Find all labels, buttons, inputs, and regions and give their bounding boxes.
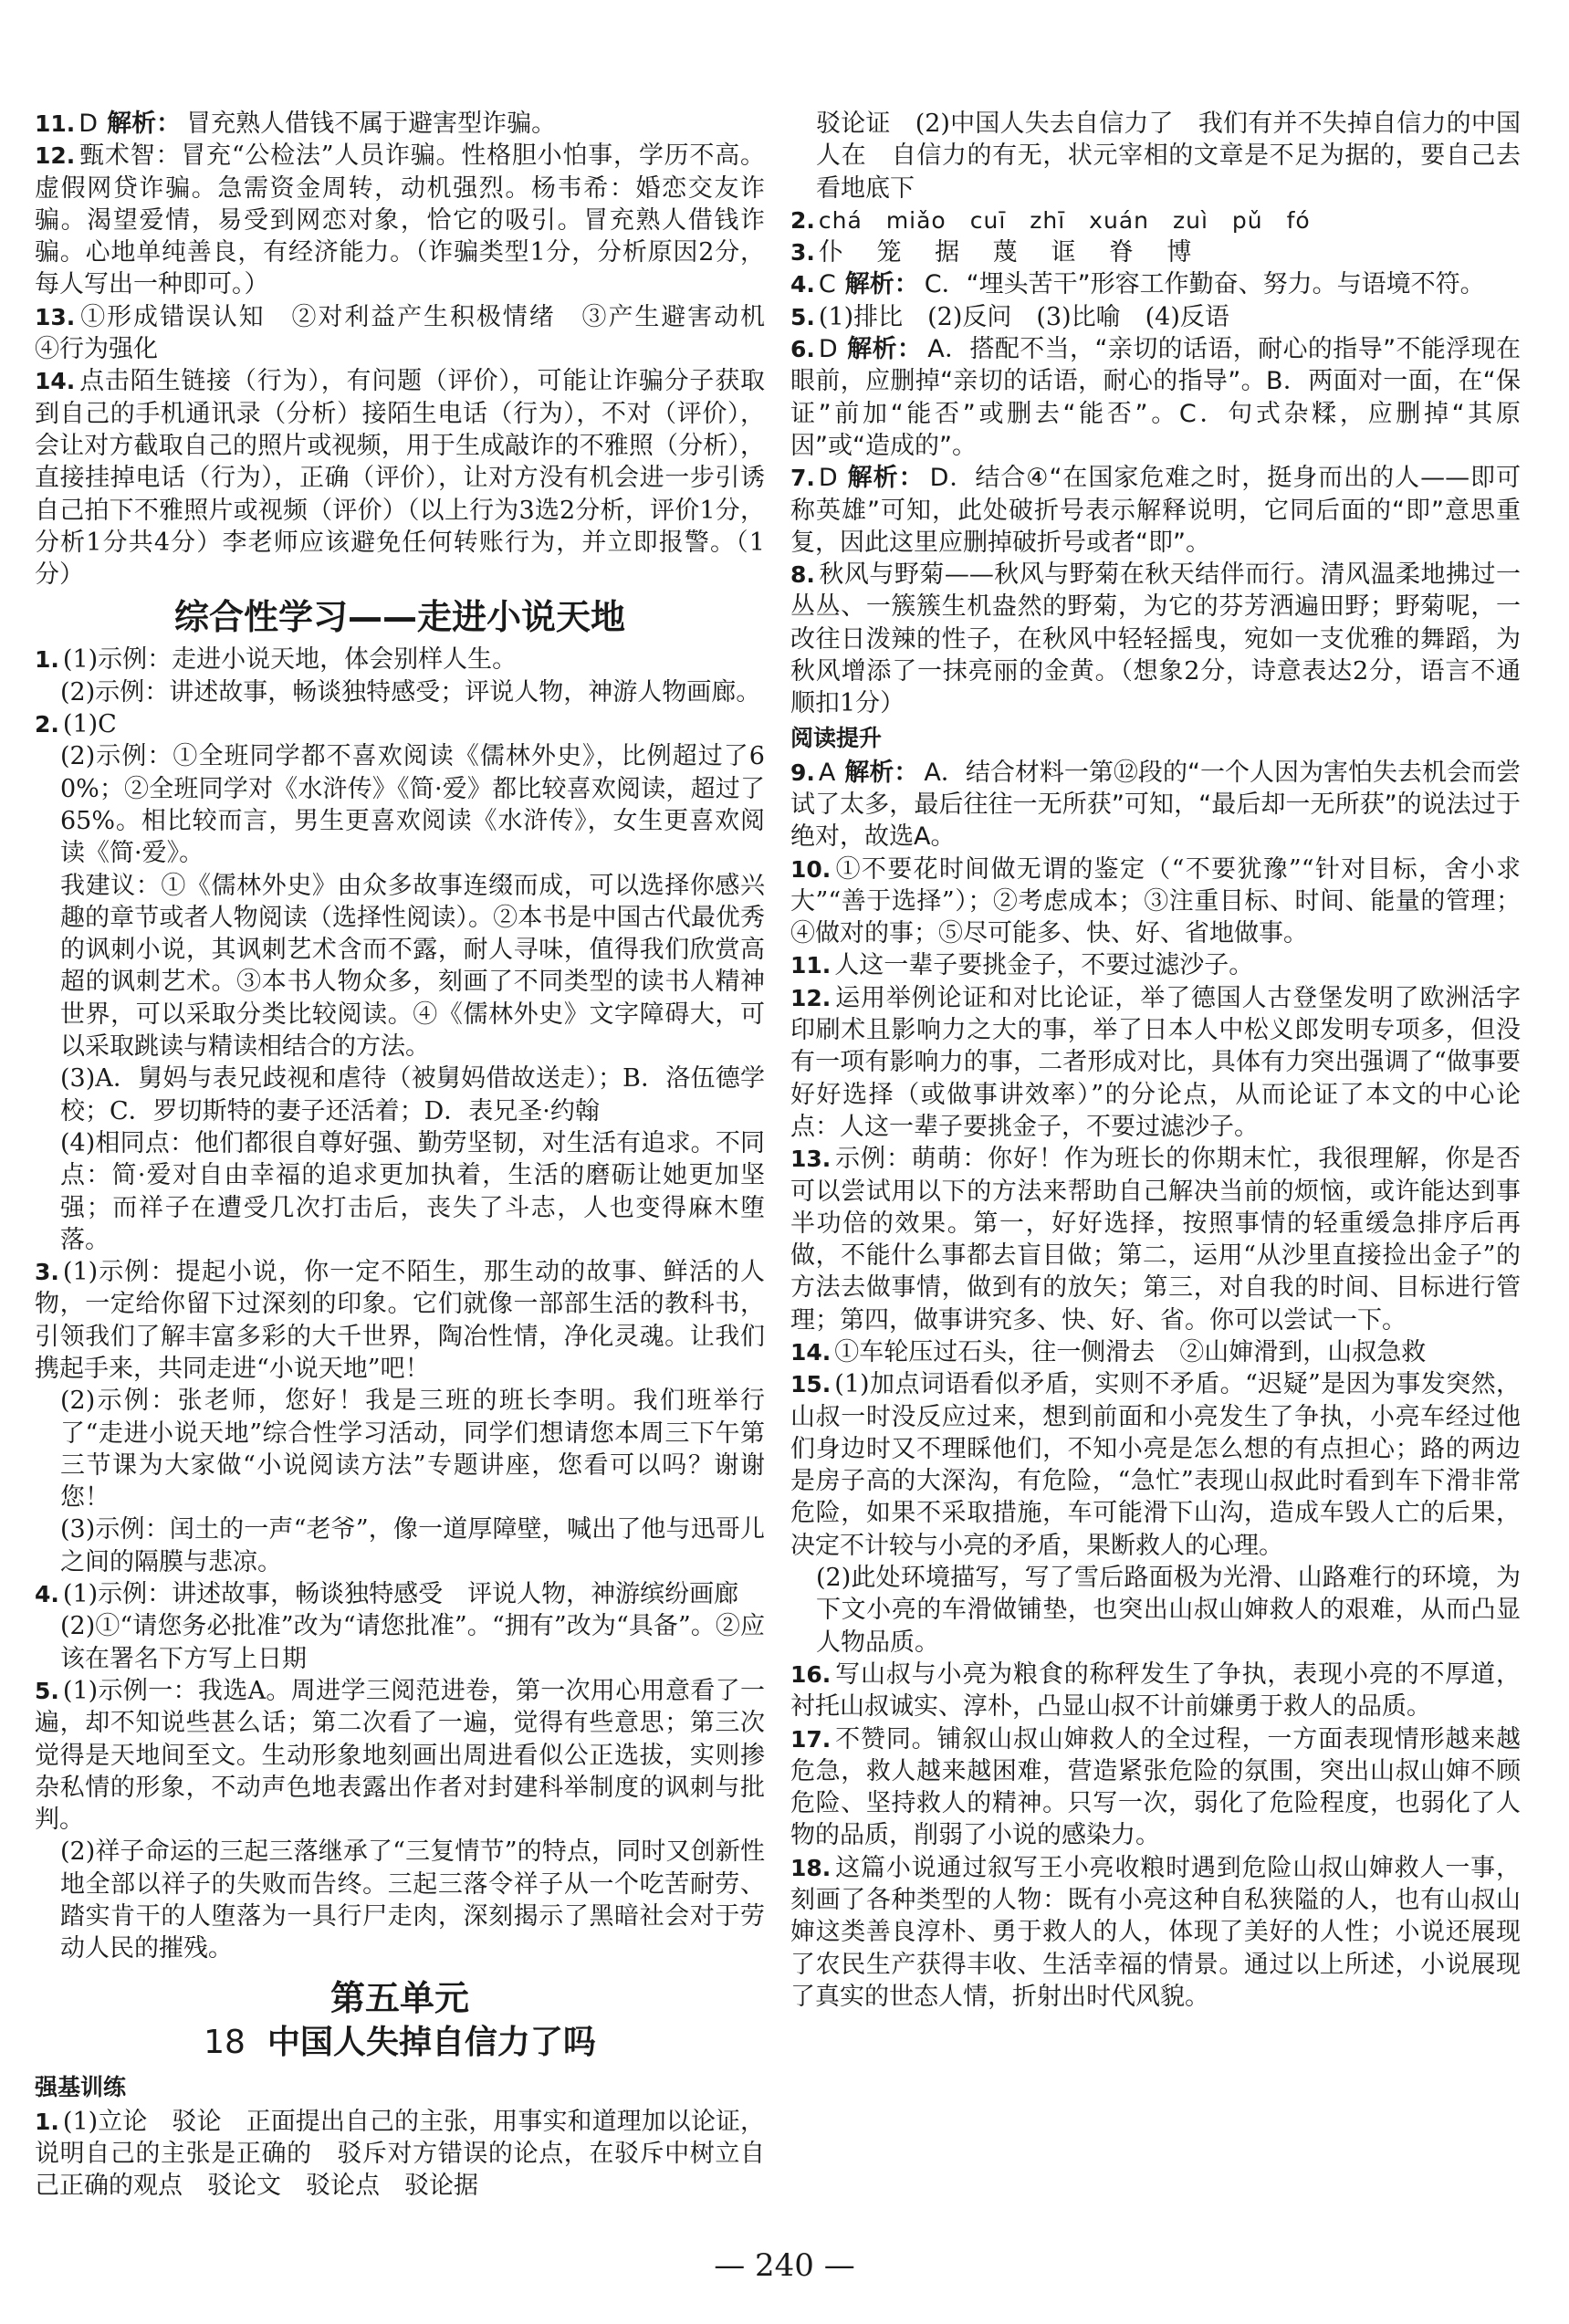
lesson-answer-17: 17. 不赞同。铺叙山叔山婶救人的全过程，一方面表现情形越来越危急，救人越来越困难，营造紧张危险的氛围，突出山叔山婶不顾危险、坚持救人的精神。只写一次，弱化了危险程度，也弱化了人物的品质，削弱了小说的感染力。	[790, 1724, 1521, 1850]
activity-5a: 5. (1)示例一：我选A。周进学三阅范进卷，第一次用心用意看了一遍，却不知说些甚么话；第二次看了一遍，觉得有些意思；第三次觉得是天地间至文。生动形象地刻画出周进看似公正选拔，实则掺杂私情的形象，不动声色地表露出作者对封建科举制度的讽刺与批判。	[35, 1676, 765, 1835]
lesson-answer-1: 1. (1)立论 驳论 正面提出自己的主张，用事实和道理加以论证，说明自己的主张是正确的 驳斥对方错误的论点，在驳斥中树立自己正确的观点 驳论文 驳论点 驳论据	[35, 2107, 765, 2201]
lesson-answer-13: 13. 示例：萌萌：你好！作为班长的你期末忙，我很理解，你是否可以尝试用以下的方法来帮助自己解决当前的烦恼，或许能达到事半功倍的效果。第一，好好选择，按照事情的轻重缓急排序后再做，不能什么事都去盲目做；第二，运用“从沙里直接捡出金子”的方法去做事情，做到有的放矢；第三，对自我的时间、目标进行管理；第四，做事讲究多、快、好、省。你可以尝试一下。	[790, 1145, 1521, 1335]
left-column	[35, 108, 790, 2203]
lesson-answer-15a: 15. (1)加点词语看似矛盾，实则不矛盾。“迟疑”是因为事发突然，山叔一时没反应过来，想到前面和小亮发生了争执，小亮车经过他们身边时又不理睬他们，不知小亮是怎么想的有点担心；路的两边是房子高的大深沟，有危险，“急忙”表现山叔此时看到车下滑非常危险，如果不采取措施，车可能滑下山沟，造成车毁人亡的后果，决定不计较与小亮的矛盾，果断救人的心理。	[790, 1370, 1521, 1560]
subsection-title-reading: 阅读提升	[790, 724, 883, 751]
lesson-answer-6: 6. D 解析： A．搭配不当，“亲切的话语，耐心的指导”不能浮现在眼前，应删掉“亲切的话语，耐心的指导”。B．两面对一面，在“保证”前加“能否”或删去“能否”。C．句式杂糅，应删掉“其原因”或“造成的”。	[790, 335, 1522, 460]
activity-4b: (2)①“请您务必批准”改为“请您批准”。“拥有”改为“具备”。②应该在署名下方写上日期	[60, 1612, 765, 1673]
activity-1a: 1. (1)示例：走进小说天地，体会别样人生。	[35, 645, 518, 675]
lesson-answer-7: 7. D 解析： D．结合④“在国家危难之时，挺身而出的人——即可称英雄”可知，此处破折号表示解释说明，它同后面的“即”意思重复，因此这里应删掉破折号或者“即”。	[790, 464, 1522, 557]
answer-13: 13. ①形成错误认知 ②对利益产生积极情绪 ③产生避害动机 ④行为强化	[35, 302, 790, 364]
activity-2a: 2. (1)C	[35, 710, 117, 739]
lesson-answer-15b: (2)此处环境描写，写了雪后路面极为光滑、山路难行的环境，为下文小亮的车滑做铺垫，也突出山叔山婶救人的艰难，从而凸显人物品质。	[816, 1564, 1521, 1657]
page-number: — 240 —	[714, 2247, 855, 2284]
answer-12: 12. 甄术智：冒充“公检法”人员诈骗。性格胆小怕事，学历不高。虚假网贷诈骗。急需资金周转，动机强烈。杨韦希：婚恋交友诈骗。渴望爱情，易受到网恋对象，恰它的吸引。冒充熟人借钱诈骗。心地单纯善良，有经济能力。（诈骗类型1分，分析原因2分，每人写出一种即可。）	[35, 141, 765, 299]
activity-1b: (2)示例：讲述故事，畅谈独特感受；评说人物，神游人物画廊。	[60, 677, 761, 707]
lesson-answer-12: 12. 运用举例论证和对比论证，举了德国人古登堡发明了欧洲活字印刷术且影响力之大的事，举了日本人中松义郎发明专项多，但没有一项有影响力的事，二者形成对比，具体有力突出强调了“做事要好好选择（或做事讲效率）”的分论点，从而论证了本文的中心论点：人这一辈子要挑金子，不要过滤沙子。	[790, 983, 1521, 1141]
answer-11: 11. D 解析： 冒充熟人借钱不属于避害型诈骗。	[35, 110, 557, 138]
lesson-answer-3: 3. 仆 笼 据 蔑 诓 脊 博	[790, 238, 1205, 267]
unit-title: 第五单元	[329, 1977, 469, 2018]
lesson-answer-10: 10. ①不要花时间做无谓的鉴定（“不要犹豫”“针对目标，舍小求大”“善于选择”）；②考虑成本；③注重目标、时间、能量的管理；④做对的事；⑤尽可能多、快、好、省地做事。	[790, 854, 1521, 948]
activity-3b: (2)示例：张老师，您好！我是三班的班长李明。我们班举行了“走进小说天地”综合性学习活动，同学们想请您本周三下午第三节课为大家做“小说阅读方法”专题讲座，您看可以吗？谢谢您！	[60, 1387, 765, 1513]
lesson-answer-18: 18. 这篇小说通过叙写王小亮收粮时遇到危险山叔山婶救人一事，刻画了各种类型的人物：既有小亮这种自私狭隘的人，也有山叔山婶这类善良淳朴、勇于救人的人，体现了美好的人性；小说还展现了农民生产获得丰收、生活幸福的情景。通过以上所述，小说展现了真实的世态人情，折射出时代风貌。	[790, 1853, 1521, 2011]
lesson-answer-1-cont: 驳论证 (2)中国人失去自信力了 我们有并不失掉自信力的中国人在 自信力的有无，状元宰相的文章是不足为据的，要自己去看地底下	[816, 110, 1521, 203]
section-title: 综合性学习——走进小说天地	[173, 597, 625, 638]
lesson-answer-4: 4. C 解析： C．“埋头苦干”形容工作勤奋、努力。与语境不符。	[790, 270, 1485, 299]
subsection-title: 强基训练	[35, 2073, 127, 2100]
right-column	[790, 108, 1521, 2013]
activity-2e: (4)相同点：他们都很自尊好强、勤劳坚韧，对生活有追求。不同点：简·爱对自由幸福的追求更加执着，生活的磨砺让她更加坚强；而祥子在遭受几次打击后，丧失了斗志，人也变得麻木堕落。	[60, 1128, 765, 1254]
lesson-name: 中国人失掉自信力了吗	[267, 2023, 596, 2061]
lesson-answer-5: 5. (1)排比 (2)反问 (3)比喻 (4)反语	[790, 302, 1229, 331]
lesson-answer-2: 2. chá miǎo cuī zhī xuán zuì pǔ fó	[790, 206, 1311, 234]
lesson-answer-8: 8. 秋风与野菊——秋风与野菊在秋天结伴而行。清风温柔地拂过一丛丛、一簇簇生机盎然的野菊，为它的芬芳洒遍田野；野菊呢，一改往日泼辣的性子，在秋风中轻轻摇曳，宛如一支优雅的舞蹈，为秋风增添了一抹亮丽的金黄。（想象2分，诗意表达2分，语言不通顺扣1分）	[790, 560, 1521, 718]
activity-5b: (2)祥子命运的三起三落继承了“三复情节”的特点，同时又创新性地全部以祥子的失败而告终。三起三落令祥子从一个吃苦耐劳、踏实肯干的人堕落为一具行尸走肉，深刻揭示了黑暗社会对于劳动人民的摧残。	[60, 1837, 765, 1963]
lesson-answer-9: 9. A 解析： A．结合材料一第⑫段的“一个人因为害怕失去机会而尝试了太多，最后往往一无所获”可知，“最后却一无所获”的说法过于绝对，故选A。	[790, 758, 1521, 852]
lesson-number: 18	[204, 2023, 246, 2061]
activity-3c: (3)示例：闰土的一声“老爷”，像一道厚障壁，喊出了他与迅哥儿之间的隔膜与悲凉。	[60, 1515, 765, 1576]
activity-2b: (2)示例：①全班同学都不喜欢阅读《儒林外史》，比例超过了60%；②全班同学对《水浒传》《简·爱》都比较喜欢阅读，超过了65%。相比较而言，男生更喜欢阅读《水浒传》，女生更喜欢阅读《简·爱》。	[60, 742, 765, 868]
answer-14: 14. 点击陌生链接（行为），有问题（评价），可能让诈骗分子获取到自己的手机通讯录（分析）接陌生电话（行为），不对（评价），会让对方截取自己的照片或视频，用于生成敲诈的不雅照（分析），直接挂掉电话（行为），正确（评价），让对方没有机会进一步引诱自己拍下不雅照片或视频（评价）（以上行为3选2分析，评价1分，分析1分共4分）李老师应该避免任何转账行为，并立即报警。（1分）	[35, 367, 765, 590]
lesson-answer-14: 14. ①车轮压过石头，往一侧滑去 ②山婶滑到，山叔急救	[790, 1337, 1427, 1366]
activity-4a: 4. (1)示例：讲述故事，畅谈独特感受 评说人物，神游缤纷画廊	[35, 1580, 739, 1609]
lesson-title	[35, 2020, 765, 2066]
activity-2d: (3)A．舅妈与表兄歧视和虐待（被舅妈借故送走）；B．洛伍德学校；C．罗切斯特的妻子还活着；D．表兄圣·约翰	[60, 1064, 765, 1125]
lesson-answer-11: 11. 人这一辈子要挑金子，不要过滤沙子。	[790, 951, 1254, 980]
lesson-answer-16: 16. 写山叔与小亮为粮食的称秤发生了争执，表现小亮的不厚道，衬托山叔诚实、淳朴，凸显山叔不计前嫌勇于救人的品质。	[790, 1659, 1521, 1722]
activity-3a: 3. (1)示例：提起小说，你一定不陌生，那生动的故事、鲜活的人物，一定给你留下过深刻的印象。它们就像一部部生活的教科书，引领我们了解丰富多彩的大千世界，陶冶性情，净化灵魂。让我们携起手来，共同走进“小说天地”吧！	[35, 1258, 765, 1383]
activity-2c: 我建议：①《儒林外史》由众多故事连缀而成，可以选择你感兴趣的章节或者人物阅读（选择性阅读）。②本书是中国古代最优秀的讽刺小说，其讽刺艺术含而不露，耐人寻味，值得我们欣赏高超的讽刺艺术。③本书人物众多，刻画了不同类型的读书人精神世界，可以采取分类比较阅读。④《儒林外史》文字障碍大，可以采取跳读与精读相结合的方法。	[60, 871, 765, 1062]
